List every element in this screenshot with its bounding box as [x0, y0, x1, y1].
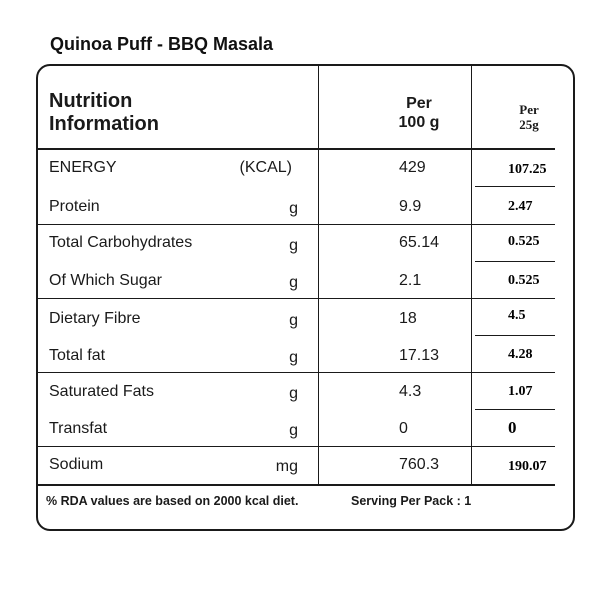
column-header-per-100g: [394, 94, 444, 132]
row-transfat-unit: g: [289, 422, 298, 439]
row-sodium-name: Sodium: [49, 456, 104, 473]
row-divider: [38, 224, 555, 225]
row-saturated-fats-name: Saturated Fats: [49, 383, 154, 400]
row-carbohydrates-per25: 0.525: [508, 234, 540, 249]
row-sugar-name: Of Which Sugar: [49, 272, 162, 289]
row-divider: [475, 186, 555, 187]
row-divider: [38, 446, 555, 447]
row-total-fat-name: Total fat: [49, 347, 106, 364]
row-energy-name: ENERGY: [49, 159, 117, 176]
row-transfat-name: Transfat: [49, 420, 108, 437]
row-energy-per100: 429: [399, 159, 426, 176]
row-protein-per25: 2.47: [508, 199, 533, 214]
product-title: Quinoa Puff - BBQ Masala: [50, 34, 274, 54]
row-divider: [475, 409, 555, 410]
serving-per-pack: Serving Per Pack : 1: [351, 494, 472, 508]
nutrition-heading: [49, 90, 159, 136]
row-divider: [475, 335, 555, 336]
row-protein-per100: 9.9: [399, 198, 422, 215]
row-carbohydrates-unit: g: [289, 237, 298, 254]
heading-line-1: Nutrition: [49, 90, 133, 112]
row-sugar-unit: g: [289, 274, 298, 291]
row-energy-unit: (KCAL): [239, 159, 292, 176]
rda-note: % RDA values are based on 2000 kcal diet.: [46, 494, 299, 508]
row-divider: [38, 372, 555, 373]
row-total-fat-per100: 17.13: [399, 347, 440, 364]
row-saturated-fats-per100: 4.3: [399, 383, 422, 400]
row-divider: [475, 261, 555, 262]
row-protein-name: Protein: [49, 198, 100, 215]
column-header-per-25g-line-1: Per: [519, 102, 539, 117]
column-header-per-25g: [504, 102, 554, 132]
row-total-fat-unit: g: [289, 349, 298, 366]
column-divider-label-value: [318, 66, 319, 486]
column-header-per-100g-line-2: 100 g: [398, 114, 440, 131]
row-sodium-per25: 190.07: [508, 459, 547, 474]
row-sugar-per25: 0.525: [508, 273, 540, 288]
row-sodium-unit: mg: [275, 458, 298, 475]
row-sodium-per100: 760.3: [399, 456, 440, 473]
column-divider-per100-per25: [471, 66, 472, 486]
row-fibre-unit: g: [289, 312, 298, 329]
row-sugar-per100: 2.1: [399, 272, 422, 289]
row-fibre-name: Dietary Fibre: [49, 310, 141, 327]
row-transfat-per25: 0: [508, 418, 517, 437]
column-header-per-25g-line-2: 25g: [519, 117, 539, 132]
heading-line-2: Information: [49, 113, 159, 135]
table-bottom-divider: [38, 484, 555, 486]
row-carbohydrates-name: Total Carbohydrates: [49, 234, 193, 251]
header-divider: [38, 148, 555, 150]
column-header-per-100g-line-1: Per: [406, 95, 432, 112]
row-fibre-per25: 4.5: [508, 308, 526, 323]
row-energy-per25: 107.25: [508, 162, 547, 177]
row-total-fat-per25: 4.28: [508, 347, 533, 362]
row-transfat-per100: 0: [399, 420, 408, 437]
row-saturated-fats-unit: g: [289, 385, 298, 402]
row-protein-unit: g: [289, 200, 298, 217]
row-saturated-fats-per25: 1.07: [508, 384, 533, 399]
row-divider: [38, 298, 555, 299]
row-fibre-per100: 18: [399, 310, 417, 327]
nutrition-panel: [36, 64, 575, 531]
row-carbohydrates-per100: 65.14: [399, 234, 440, 251]
